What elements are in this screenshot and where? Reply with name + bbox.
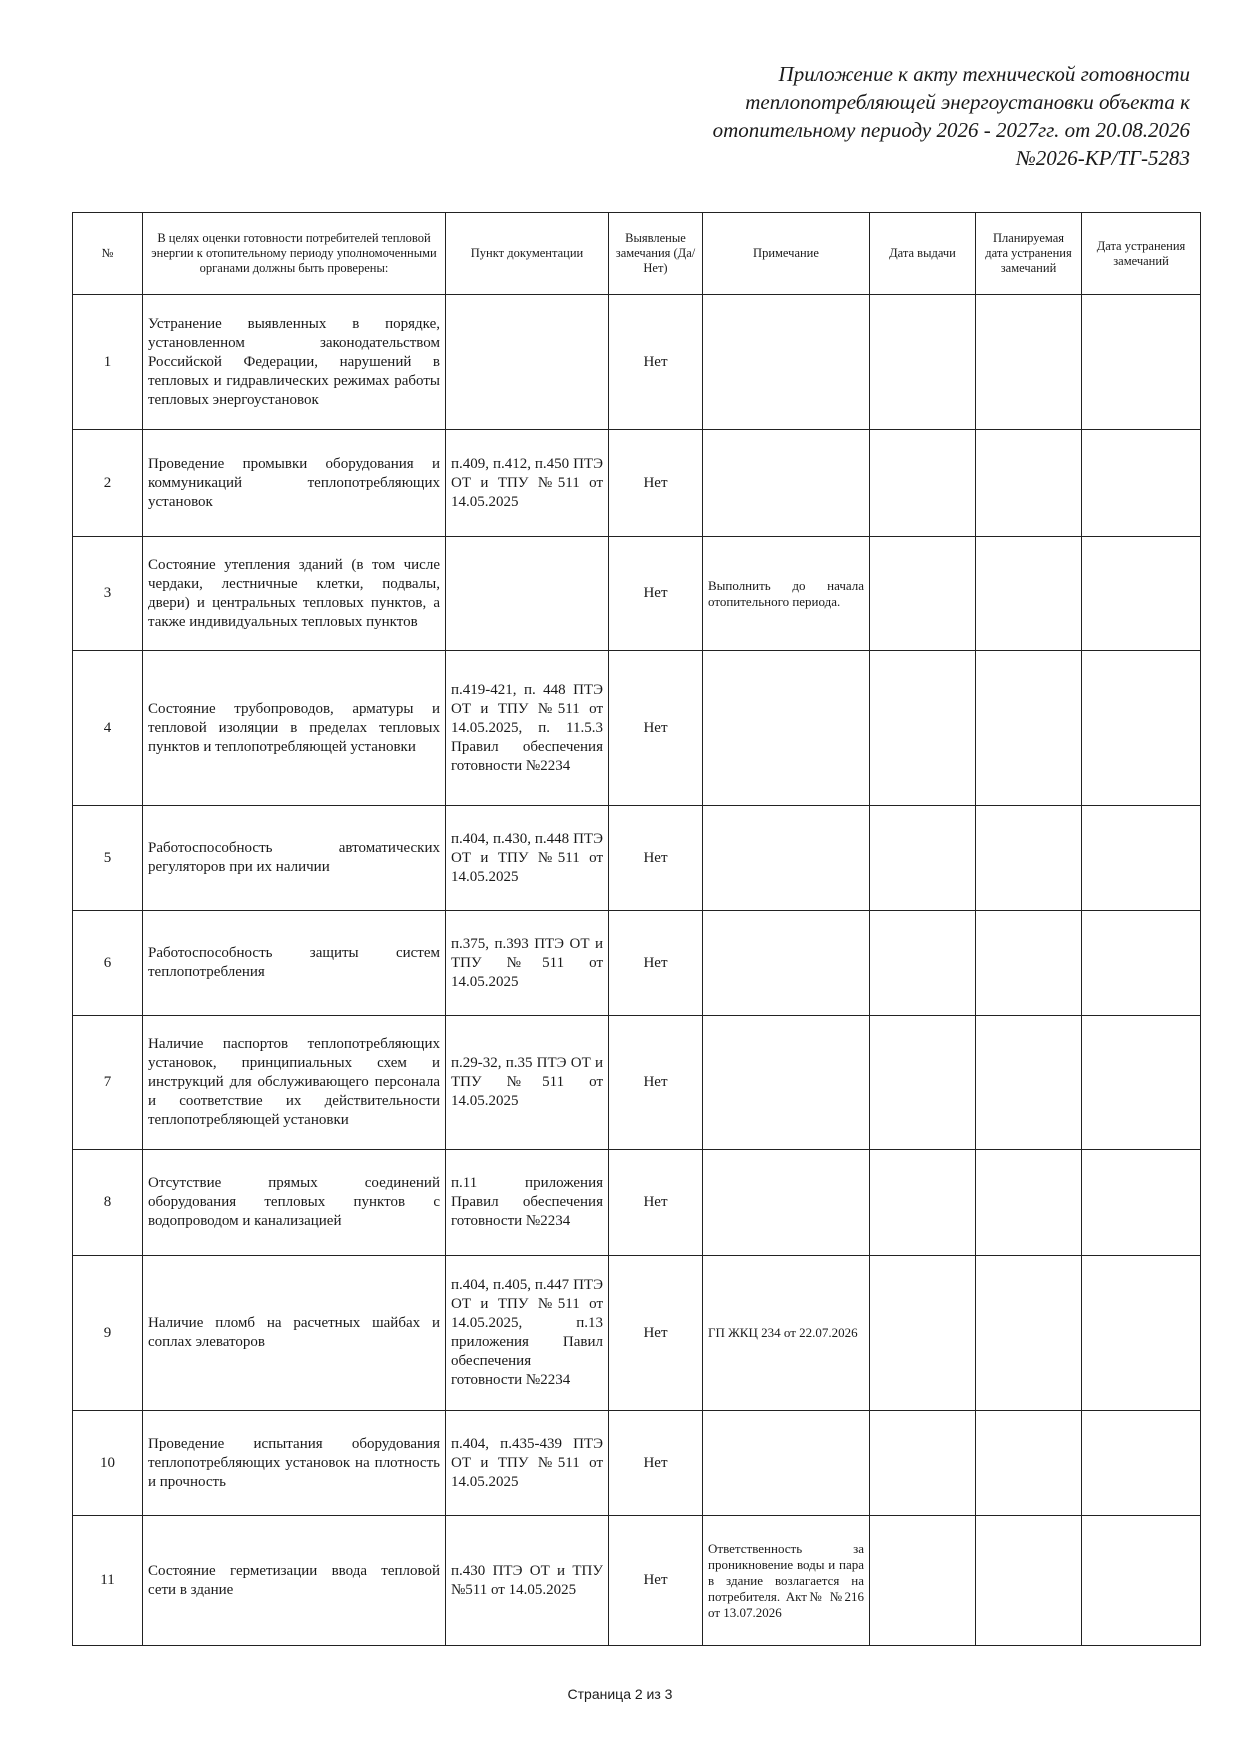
row-fixed	[1082, 1411, 1201, 1516]
row-note	[703, 1411, 870, 1516]
row-planned	[976, 537, 1082, 651]
row-requirement: Наличие паспортов теплопотребляющих установок, принципиальных схем и инструкций для обслуживающего персонала и соответствие их действительности теплопотребляющей установки	[143, 1016, 446, 1150]
row-planned	[976, 806, 1082, 911]
row-fixed	[1082, 295, 1201, 430]
row-issued	[870, 430, 976, 537]
row-number: 5	[73, 806, 143, 911]
row-planned	[976, 430, 1082, 537]
row-reference: п.375, п.393 ПТЭ ОТ и ТПУ №511 от 14.05.2025	[446, 911, 609, 1016]
row-found: Нет	[609, 295, 703, 430]
row-issued	[870, 806, 976, 911]
row-requirement: Работоспособность защиты систем теплопотребления	[143, 911, 446, 1016]
row-found: Нет	[609, 430, 703, 537]
row-issued	[870, 1016, 976, 1150]
row-requirement: Работоспособность автоматических регуляторов при их наличии	[143, 806, 446, 911]
row-reference: п.404, п.430, п.448 ПТЭ ОТ и ТПУ №511 от 14.05.2025	[446, 806, 609, 911]
row-reference: п.430 ПТЭ ОТ и ТПУ №511 от 14.05.2025	[446, 1516, 609, 1646]
table-row	[73, 1150, 1201, 1256]
row-found: Нет	[609, 911, 703, 1016]
col-reference-header: Пункт документации	[446, 213, 609, 295]
row-issued	[870, 537, 976, 651]
row-fixed	[1082, 1016, 1201, 1150]
row-fixed	[1082, 537, 1201, 651]
row-issued	[870, 1411, 976, 1516]
row-requirement: Проведение испытания оборудования теплопотребляющих установок на плотность и прочность	[143, 1411, 446, 1516]
row-planned	[976, 1150, 1082, 1256]
row-reference: п.404, п.435-439 ПТЭ ОТ и ТПУ №511 от 14.05.2025	[446, 1411, 609, 1516]
row-found: Нет	[609, 1256, 703, 1411]
row-number: 10	[73, 1411, 143, 1516]
row-requirement: Состояние трубопроводов, арматуры и тепловой изоляции в пределах тепловых пунктов и теплопотребляющей установки	[143, 651, 446, 806]
row-planned	[976, 911, 1082, 1016]
row-note	[703, 651, 870, 806]
row-planned	[976, 1256, 1082, 1411]
row-planned	[976, 1516, 1082, 1646]
row-requirement: Отсутствие прямых соединений оборудования тепловых пунктов с водопроводом и канализацией	[143, 1150, 446, 1256]
row-planned	[976, 651, 1082, 806]
row-issued	[870, 911, 976, 1016]
row-issued	[870, 651, 976, 806]
row-number: 4	[73, 651, 143, 806]
row-reference: п.29-32, п.35 ПТЭ ОТ и ТПУ №511 от 14.05.2025	[446, 1016, 609, 1150]
row-issued	[870, 295, 976, 430]
row-requirement: Проведение промывки оборудования и коммуникаций теплопотребляющих установок	[143, 430, 446, 537]
row-note	[703, 806, 870, 911]
row-fixed	[1082, 430, 1201, 537]
table-row	[73, 1411, 1201, 1516]
row-found: Нет	[609, 1016, 703, 1150]
row-note	[703, 295, 870, 430]
row-number: 6	[73, 911, 143, 1016]
row-found: Нет	[609, 1516, 703, 1646]
col-found-header: Выявленые замечания (Да/Нет)	[609, 213, 703, 295]
table-row	[73, 537, 1201, 651]
row-note	[703, 911, 870, 1016]
row-fixed	[1082, 1150, 1201, 1256]
row-found: Нет	[609, 1411, 703, 1516]
row-planned	[976, 295, 1082, 430]
table-row	[73, 1516, 1201, 1646]
table-row	[73, 911, 1201, 1016]
row-requirement: Устранение выявленных в порядке, установленном законодательством Российской Федерации, нарушений в тепловых и гидравлических режимах работы тепловых энергоустановок	[143, 295, 446, 430]
col-note-header: Примечание	[703, 213, 870, 295]
row-requirement: Наличие пломб на расчетных шайбах и соплах элеваторов	[143, 1256, 446, 1411]
row-found: Нет	[609, 806, 703, 911]
col-planned-header: Планируемая дата устранения замечаний	[976, 213, 1082, 295]
row-requirement: Состояние герметизации ввода тепловой сети в здание	[143, 1516, 446, 1646]
row-planned	[976, 1411, 1082, 1516]
col-requirement-header: В целях оценки готовности потребителей тепловой энергии к отопительному периоду уполномоченными органами должны быть проверены:	[143, 213, 446, 295]
col-fixed-header: Дата устранения замечаний	[1082, 213, 1201, 295]
row-fixed	[1082, 911, 1201, 1016]
row-reference: п.404, п.405, п.447 ПТЭ ОТ и ТПУ №511 от 14.05.2025, п.13 приложения Павил обеспечения готовности №2234	[446, 1256, 609, 1411]
row-fixed	[1082, 1256, 1201, 1411]
row-reference	[446, 295, 609, 430]
row-reference: п.11 приложения Правил обеспечения готовности №2234	[446, 1150, 609, 1256]
table-row	[73, 1256, 1201, 1411]
row-fixed	[1082, 651, 1201, 806]
col-number-header: №	[73, 213, 143, 295]
row-reference: п.419-421, п. 448 ПТЭ ОТ и ТПУ №511 от 14.05.2025, п. 11.5.3 Правил обеспечения готовности №2234	[446, 651, 609, 806]
document-header	[500, 60, 1190, 172]
table-row	[73, 806, 1201, 911]
row-note: Ответственность за проникновение воды и пара в здание возлагается на потребителя. Акт№ №216 от 13.07.2026	[703, 1516, 870, 1646]
row-note: Выполнить до начала отопительного периода.	[703, 537, 870, 651]
row-number: 8	[73, 1150, 143, 1256]
header-line: теплопотребляющей энергоустановки объекта к	[745, 90, 1190, 114]
table-row	[73, 651, 1201, 806]
row-found: Нет	[609, 651, 703, 806]
row-fixed	[1082, 1516, 1201, 1646]
row-number: 9	[73, 1256, 143, 1411]
row-number: 1	[73, 295, 143, 430]
header-line: Приложение к акту технической готовности	[778, 62, 1190, 86]
row-issued	[870, 1150, 976, 1256]
row-number: 3	[73, 537, 143, 651]
row-found: Нет	[609, 537, 703, 651]
row-found: Нет	[609, 1150, 703, 1256]
row-number: 11	[73, 1516, 143, 1646]
row-issued	[870, 1516, 976, 1646]
table-row	[73, 430, 1201, 537]
col-issued-header: Дата выдачи	[870, 213, 976, 295]
row-fixed	[1082, 806, 1201, 911]
header-line: №2026-КР/ТГ-5283	[1015, 146, 1190, 170]
row-requirement: Состояние утепления зданий (в том числе чердаки, лестничные клетки, подвалы, двери) и центральных тепловых пунктов, а также индивидуальных тепловых пунктов	[143, 537, 446, 651]
row-note: ГП ЖКЦ 234 от 22.07.2026	[703, 1256, 870, 1411]
header-line: отопительному периоду 2026 - 2027гг. от 20.08.2026	[712, 118, 1190, 142]
table-row	[73, 295, 1201, 430]
row-note	[703, 1016, 870, 1150]
row-reference: п.409, п.412, п.450 ПТЭ ОТ и ТПУ №511 от 14.05.2025	[446, 430, 609, 537]
row-planned	[976, 1016, 1082, 1150]
row-note	[703, 1150, 870, 1256]
row-number: 7	[73, 1016, 143, 1150]
inspection-table	[72, 212, 1201, 1646]
row-reference	[446, 537, 609, 651]
page-number: Страница 2 из 3	[567, 1686, 673, 1702]
row-number: 2	[73, 430, 143, 537]
table-header-row	[73, 213, 1201, 295]
table-row	[73, 1016, 1201, 1150]
row-note	[703, 430, 870, 537]
row-issued	[870, 1256, 976, 1411]
